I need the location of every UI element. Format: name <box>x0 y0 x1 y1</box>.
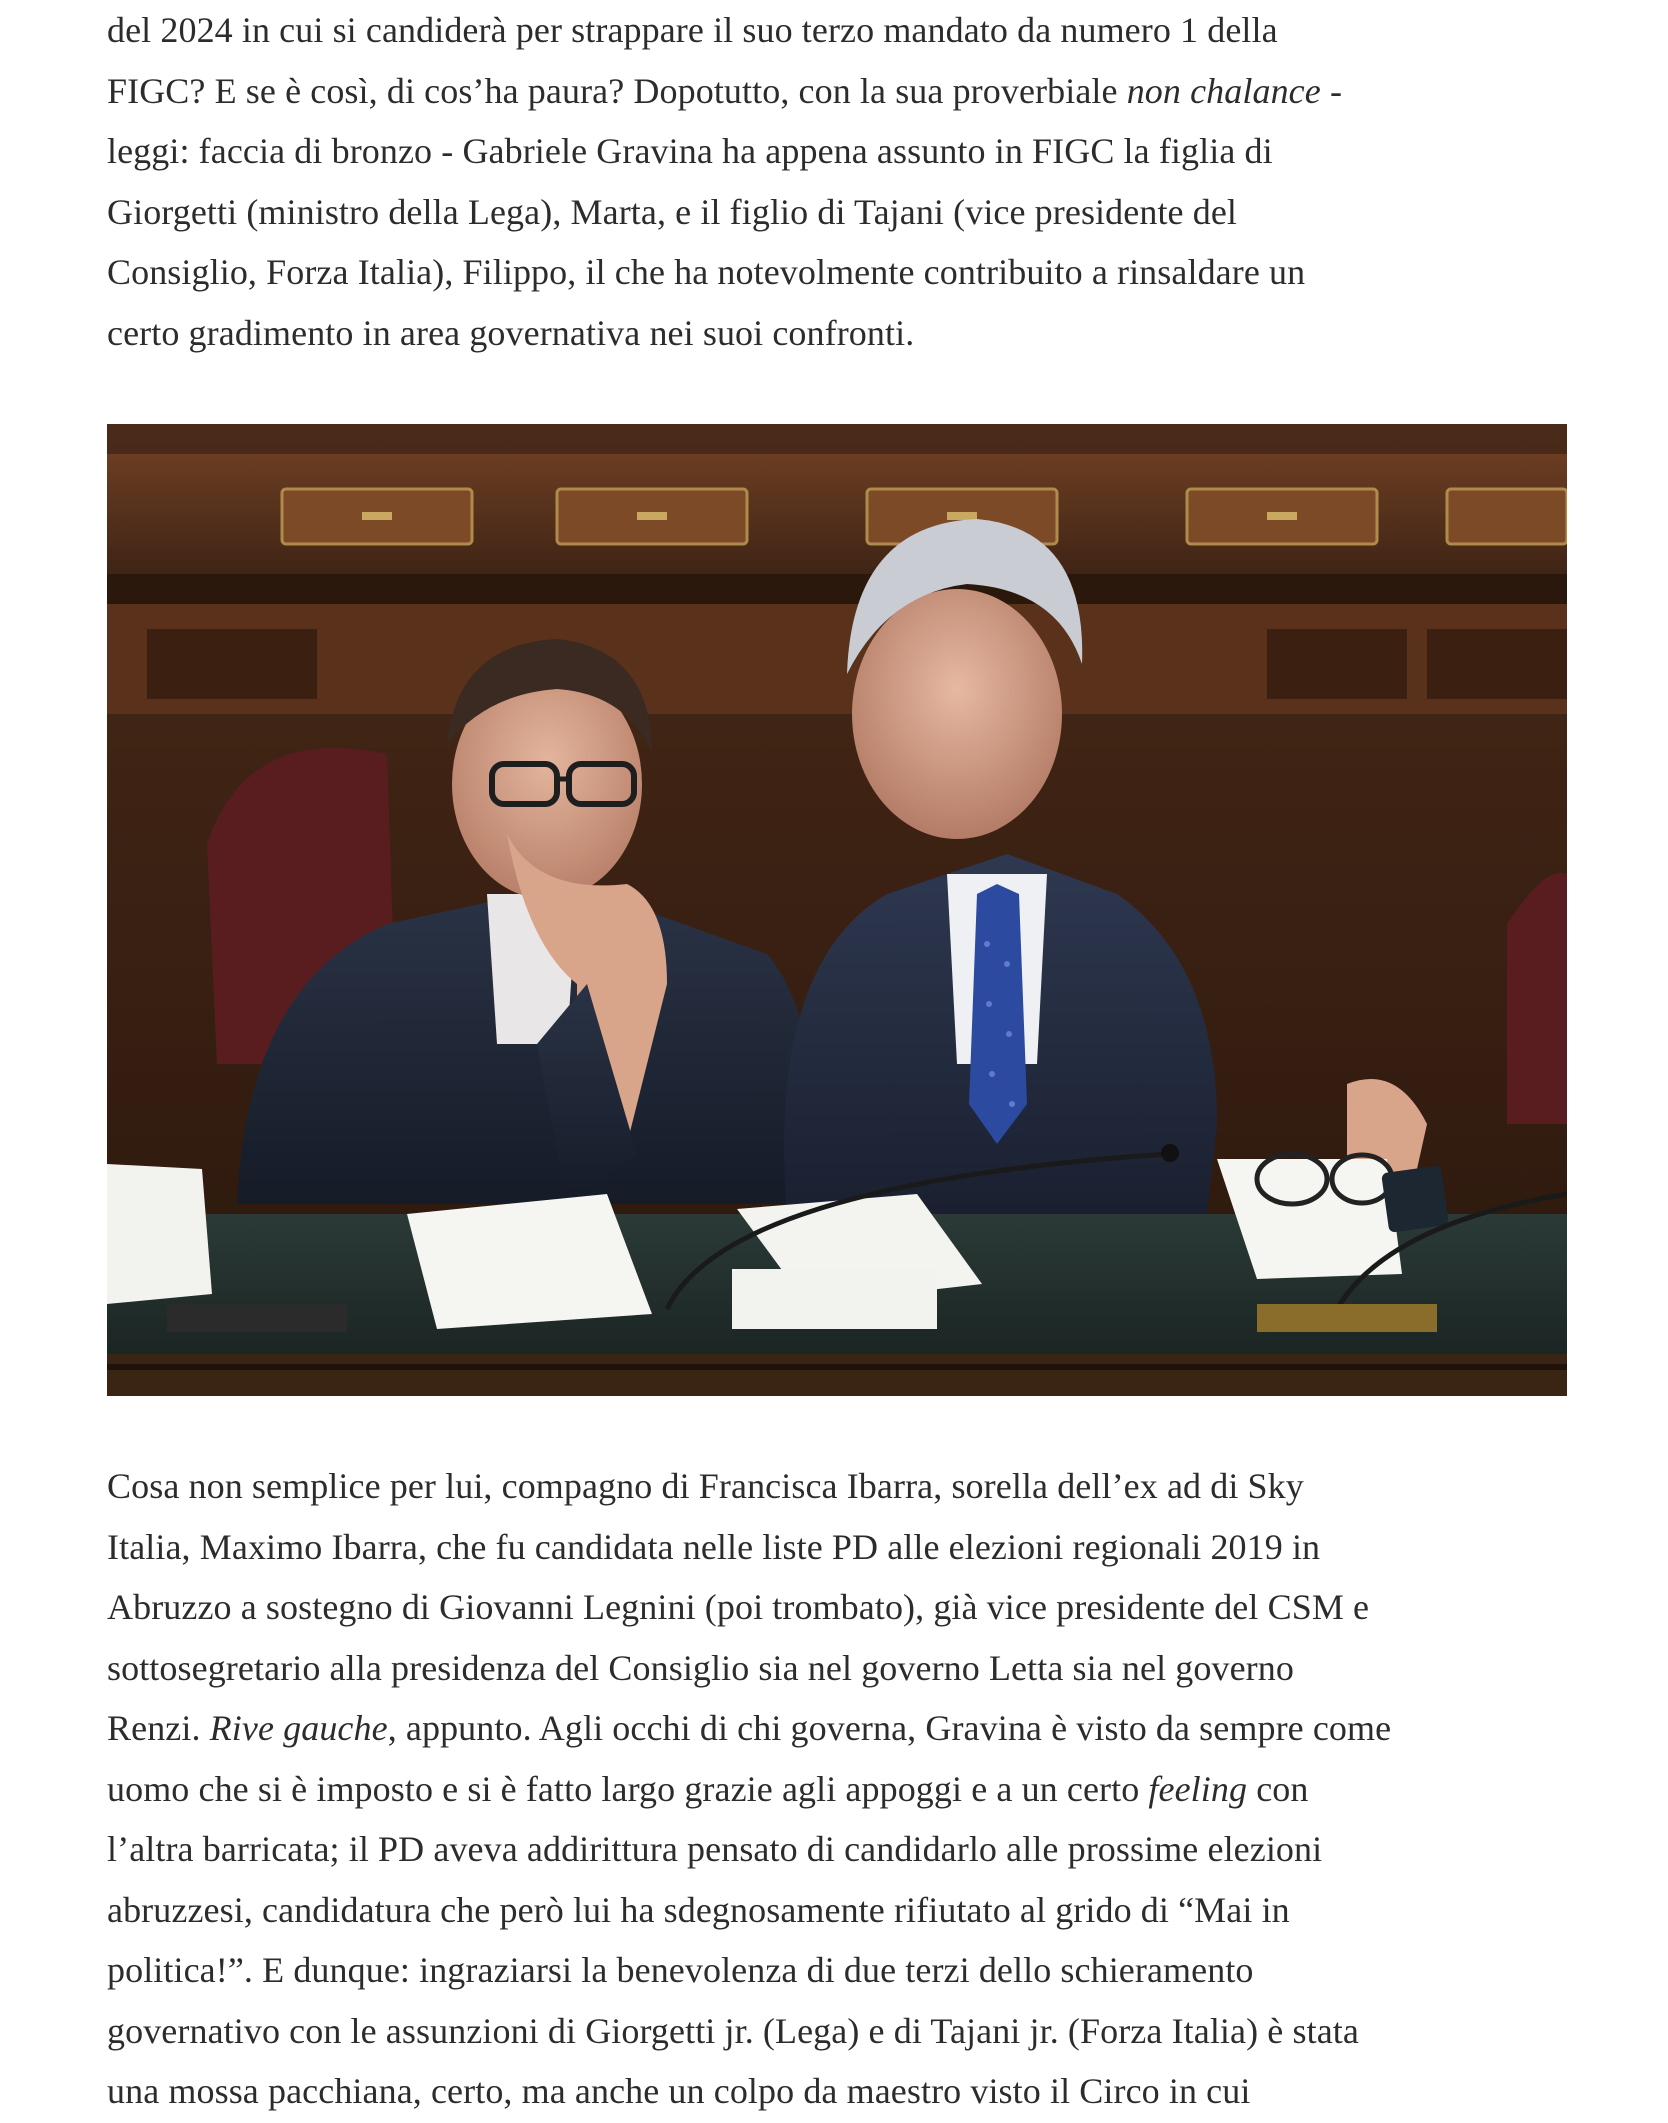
parliament-photo-illustration <box>107 424 1567 1396</box>
text-line <box>107 1819 1567 1880</box>
text-run: certo gradimento in area governativa nei suoi confronti. <box>107 312 915 353</box>
text-run: Renzi. <box>107 1708 210 1748</box>
text-run: Consiglio, Forza Italia), Filippo, il che ha notevolmente contribuito a rinsaldare un <box>107 252 1306 292</box>
text-line <box>107 1880 1567 1941</box>
text-run: - <box>1320 70 1343 111</box>
text-run: FIGC? E se è così, di cos’ha paura? Dopotutto, con la sua proverbiale <box>107 70 1127 111</box>
text-line <box>107 2061 1567 2122</box>
text-run: Cosa non semplice per lui, compagno di Francisca Ibarra, sorella dell’ex ad di Sky <box>107 1466 1304 1506</box>
text-line <box>107 1456 1567 1517</box>
text-run: del 2024 in cui si candiderà per strappare il suo terzo mandato da numero 1 della <box>107 10 1278 50</box>
text-line <box>107 1577 1567 1638</box>
italic-phrase: Rive gauche <box>209 1708 388 1748</box>
text-line <box>107 121 1567 182</box>
text-line <box>107 1698 1567 1759</box>
text-run: una mossa pacchiana, certo, ma anche un colpo da maestro visto il Circo in cui <box>107 2071 1251 2111</box>
text-line <box>107 182 1567 243</box>
text-run: governativo con le assunzioni di Giorgetti jr. (Lega) e di Tajani jr. (Forza Italia) è stata <box>107 2010 1359 2051</box>
text-run: leggi: faccia di bronzo - Gabriele Gravina ha appena assunto in FIGC la figlia di <box>107 131 1273 171</box>
text-run: Italia, Maximo Ibarra, che fu candidata nelle liste PD alle elezioni regionali 2019 in <box>107 1526 1321 1567</box>
text-run: Giorgetti (ministro della Lega), Marta, e il figlio di Tajani (vice presidente del <box>107 191 1237 232</box>
text-line <box>107 1940 1567 2001</box>
text-run: sottosegretario alla presidenza del Consiglio sia nel governo Letta sia nel governo <box>107 1647 1294 1688</box>
text-run: Abruzzo a sostegno di Giovanni Legnini (poi trombato), già vice presidente del CSM e <box>107 1587 1370 1627</box>
text-line <box>107 2001 1567 2062</box>
text-line <box>107 0 1567 61</box>
article-paragraph <box>107 1456 1567 2122</box>
text-run: politica!”. E dunque: ingraziarsi la benevolenza di due terzi dello schieramento <box>107 1950 1254 1990</box>
text-line <box>107 1638 1567 1699</box>
text-run: abruzzesi, candidatura che però lui ha sdegnosamente rifiutato al grido di “Mai in <box>107 1889 1290 1930</box>
text-line <box>107 1759 1567 1820</box>
italic-phrase: feeling <box>1148 1768 1248 1809</box>
text-run: con <box>1247 1768 1309 1809</box>
article-paragraph <box>107 0 1567 363</box>
article-photo <box>107 424 1567 1396</box>
text-line <box>107 61 1567 122</box>
text-run: , appunto. Agli occhi di chi governa, Gravina è visto da sempre come <box>387 1708 1392 1748</box>
text-run: l’altra barricata; il PD aveva addirittura pensato di candidarlo alle prossime elezioni <box>107 1829 1323 1869</box>
text-run: uomo che si è imposto e si è fatto largo grazie agli appoggi e a un certo <box>107 1768 1149 1809</box>
italic-phrase: non chalance <box>1126 70 1321 111</box>
text-line <box>107 1517 1567 1578</box>
text-line <box>107 242 1567 303</box>
text-line <box>107 303 1567 364</box>
